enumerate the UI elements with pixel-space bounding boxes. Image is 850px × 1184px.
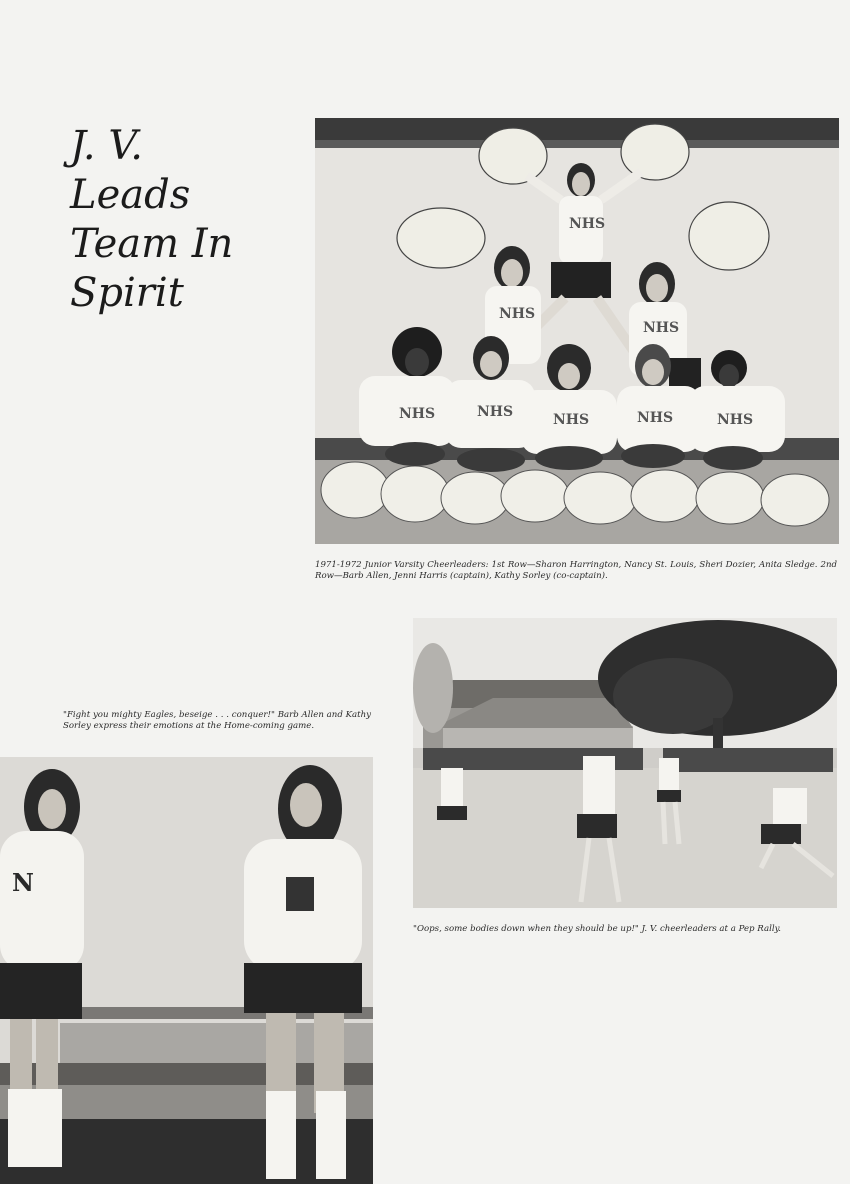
group-cheerleader-photo: [315, 118, 839, 544]
sweater-letters: NHS: [569, 216, 606, 232]
sweater-letters: NHS: [399, 406, 436, 422]
sweater-letters: NHS: [643, 320, 680, 336]
duo-photo-caption: "Fight you mighty Eagles, beseige . . . conquer!" Barb Allen and Kathy Sorley express their emotions at the Home-coming game.: [63, 710, 371, 731]
sweater-letters: NHS: [499, 306, 536, 322]
sweater-letters: NHS: [477, 404, 514, 420]
title-line-2: Leads: [70, 172, 191, 218]
page-title: [70, 122, 300, 318]
title-line-1: J. V.: [70, 123, 143, 169]
title-line-3: Team In: [70, 221, 234, 267]
sweater-letters: NHS: [717, 412, 754, 428]
homecoming-duo-photo: [0, 757, 373, 1184]
sweater-letters: NHS: [553, 412, 590, 428]
svg-text:N: N: [12, 868, 34, 897]
pep-rally-caption: "Oops, some bodies down when they should be up!" J. V. cheerleaders at a Pep Rally.: [413, 924, 782, 934]
sweater-letters: NHS: [637, 410, 674, 426]
pep-rally-photo: [413, 618, 837, 908]
title-line-4: Spirit: [70, 270, 184, 316]
group-photo-caption: 1971-1972 Junior Varsity Cheerleaders: 1st Row—Sharon Harrington, Nancy St. Louis, Sheri Dozier, Anita Sledge. 2nd Row—Barb Allen, Jenni Harris (captain), Kathy Sorley (co-captain).: [315, 560, 837, 581]
